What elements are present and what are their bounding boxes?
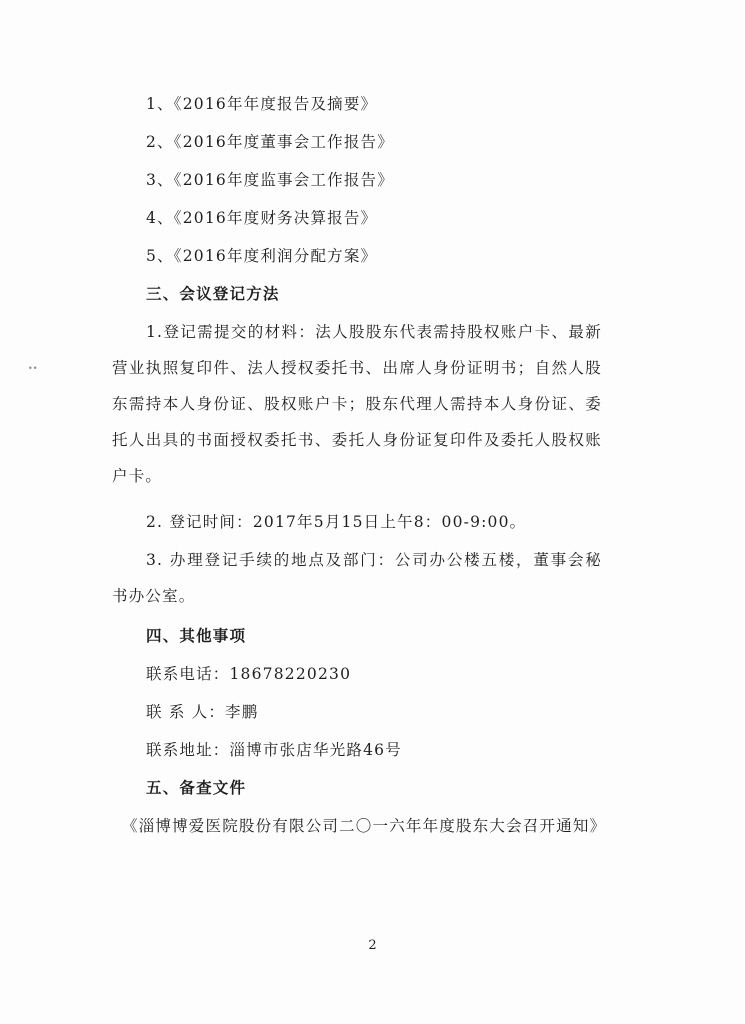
- registration-location: 3. 办理登记手续的地点及部门：公司办公楼五楼，董事会秘书办公室。: [112, 551, 602, 605]
- contact-person: 联 系 人：李鹏: [146, 703, 259, 721]
- agenda-item-5: 5、《2016年度利润分配方案》: [146, 247, 378, 265]
- page-number: 2: [368, 938, 377, 953]
- contact-address: 联系地址：淄博市张店华光路46号: [146, 741, 402, 759]
- registration-materials: 1.登记需提交的材料：法人股股东代表需持股权账户卡、最新营业执照复印件、法人授权委托书、出席人身份证明书；自然人股东需持本人身份证、股权账户卡；股东代理人需持本人身份证、委托人出具的书面授权委托书、委托人身份证复印件及委托人股权账户卡。: [112, 323, 602, 485]
- section-heading-documents: 五、备查文件: [146, 778, 247, 797]
- scan-speck: ••: [28, 364, 38, 373]
- section-heading-other: 四、其他事项: [146, 626, 247, 645]
- agenda-item-2: 2、《2016年度董事会工作报告》: [146, 133, 394, 151]
- reference-document: 《淄博博爱医院股份有限公司二〇一六年年度股东大会召开通知》: [122, 817, 607, 835]
- agenda-item-1: 1、《2016年年度报告及摘要》: [146, 95, 378, 113]
- section-heading-registration: 三、会议登记方法: [146, 284, 280, 303]
- agenda-item-4: 4、《2016年度财务决算报告》: [146, 209, 378, 227]
- agenda-item-3: 3、《2016年度监事会工作报告》: [146, 171, 394, 189]
- contact-phone: 联系电话：18678220230: [146, 665, 352, 683]
- registration-time: 2. 登记时间：2017年5月15日上午8：00-9:00。: [146, 513, 527, 531]
